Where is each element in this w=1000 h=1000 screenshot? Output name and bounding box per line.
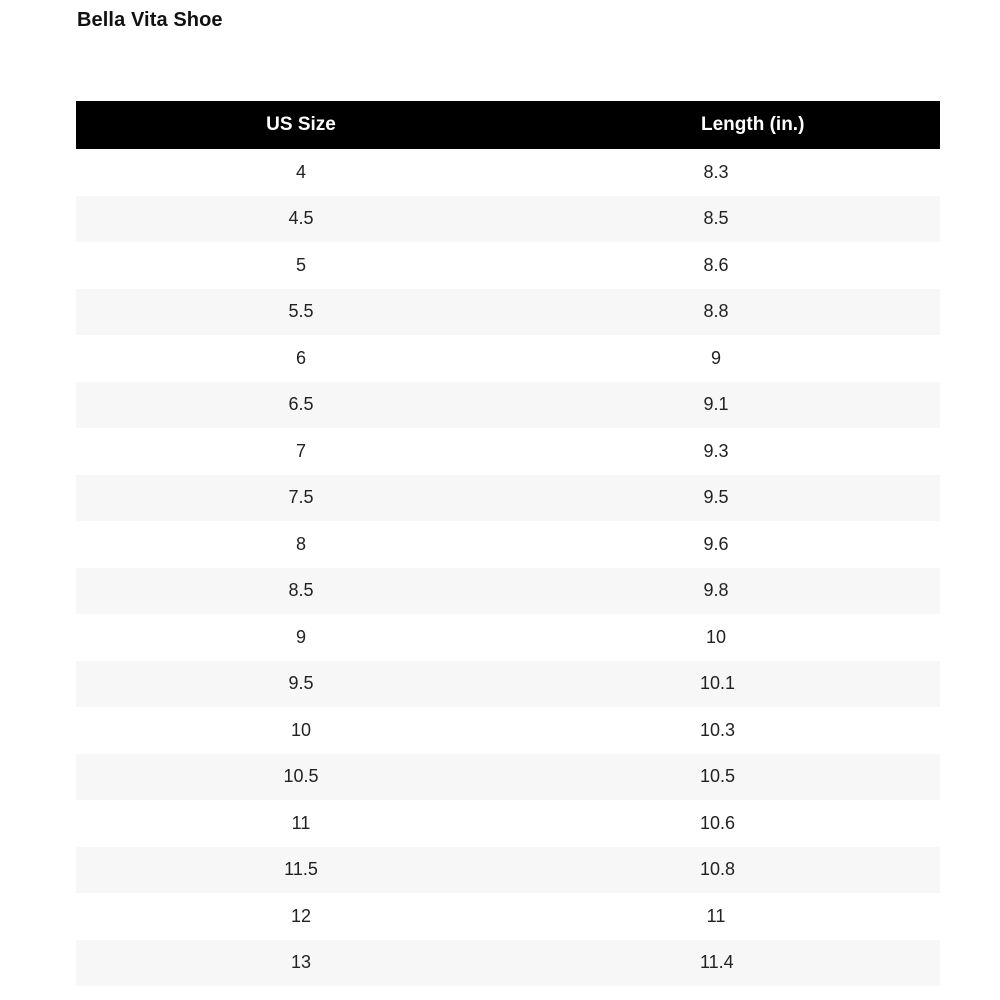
cell-length-container (526, 847, 940, 894)
cell-length: 9.3 (703, 440, 729, 461)
cell-length: 9.1 (703, 394, 729, 415)
cell-length-container (526, 382, 940, 429)
cell-length: 11 (706, 905, 726, 926)
cell-us-size: 5 (295, 254, 306, 275)
cell-length: 8.6 (703, 254, 729, 275)
table-row (76, 847, 940, 894)
cell-length: 9.5 (703, 487, 729, 508)
cell-length-container (526, 335, 940, 382)
size-chart-table (76, 101, 940, 986)
cell-us-size: 7 (295, 440, 306, 461)
cell-length-container (526, 940, 940, 987)
table-row (76, 242, 940, 289)
cell-length-container (526, 614, 940, 661)
cell-length: 9.8 (703, 580, 729, 601)
header-length-label: Length (in.) (701, 114, 805, 135)
cell-length: 10.1 (700, 673, 736, 694)
cell-us-size: 13 (290, 952, 312, 973)
cell-length-container (526, 800, 940, 847)
table-row (76, 335, 940, 382)
table-row (76, 428, 940, 475)
cell-us-size: 5.5 (288, 301, 314, 322)
cell-us-size: 9 (295, 626, 306, 647)
table-row (76, 521, 940, 568)
table-row (76, 196, 940, 243)
table-body (76, 149, 940, 986)
table-row (76, 289, 940, 336)
cell-length: 10 (705, 626, 727, 647)
cell-length: 9.6 (703, 533, 729, 554)
cell-length-container (526, 521, 940, 568)
cell-length: 11.4 (700, 952, 734, 973)
cell-us-size: 8 (295, 533, 306, 554)
cell-length-container (526, 196, 940, 243)
cell-length: 10.6 (700, 812, 736, 833)
cell-length-container (526, 754, 940, 801)
table-row (76, 382, 940, 429)
cell-length: 10.5 (700, 766, 736, 787)
table-row (76, 800, 940, 847)
table-header-row (76, 101, 940, 149)
cell-length: 10.8 (700, 859, 736, 880)
cell-length-container (526, 661, 940, 708)
table-row (76, 149, 940, 196)
cell-us-size: 10.5 (283, 766, 319, 787)
table-row (76, 661, 940, 708)
header-length (526, 101, 940, 149)
table-row (76, 707, 940, 754)
cell-us-size: 6 (295, 347, 306, 368)
cell-us-size: 4.5 (288, 208, 314, 229)
cell-length: 9 (710, 347, 721, 368)
table-row (76, 475, 940, 522)
cell-length-container (526, 707, 940, 754)
table-row (76, 614, 940, 661)
cell-length: 8.3 (703, 161, 729, 182)
cell-length-container (526, 289, 940, 336)
table-row (76, 568, 940, 615)
cell-us-size: 12 (290, 905, 312, 926)
table-row (76, 940, 940, 987)
table-row (76, 893, 940, 940)
cell-us-size: 11.5 (284, 859, 318, 880)
cell-us-size: 4 (295, 161, 306, 182)
cell-length: 8.5 (703, 208, 729, 229)
cell-length: 8.8 (703, 301, 729, 322)
cell-us-size: 9.5 (288, 673, 314, 694)
page-title: Bella Vita Shoe (77, 9, 223, 31)
cell-length: 10.3 (700, 719, 736, 740)
cell-us-size: 10 (290, 719, 312, 740)
cell-length-container (526, 149, 940, 196)
cell-length-container (526, 428, 940, 475)
table-row (76, 754, 940, 801)
cell-length-container (526, 893, 940, 940)
cell-us-size: 7.5 (288, 487, 314, 508)
table-header (76, 101, 940, 149)
cell-us-size: 8.5 (288, 580, 314, 601)
cell-us-size: 6.5 (288, 394, 314, 415)
cell-length-container (526, 568, 940, 615)
cell-length-container (526, 475, 940, 522)
cell-us-size: 11 (291, 812, 311, 833)
cell-length-container (526, 242, 940, 289)
header-us-size: US Size (266, 114, 336, 135)
